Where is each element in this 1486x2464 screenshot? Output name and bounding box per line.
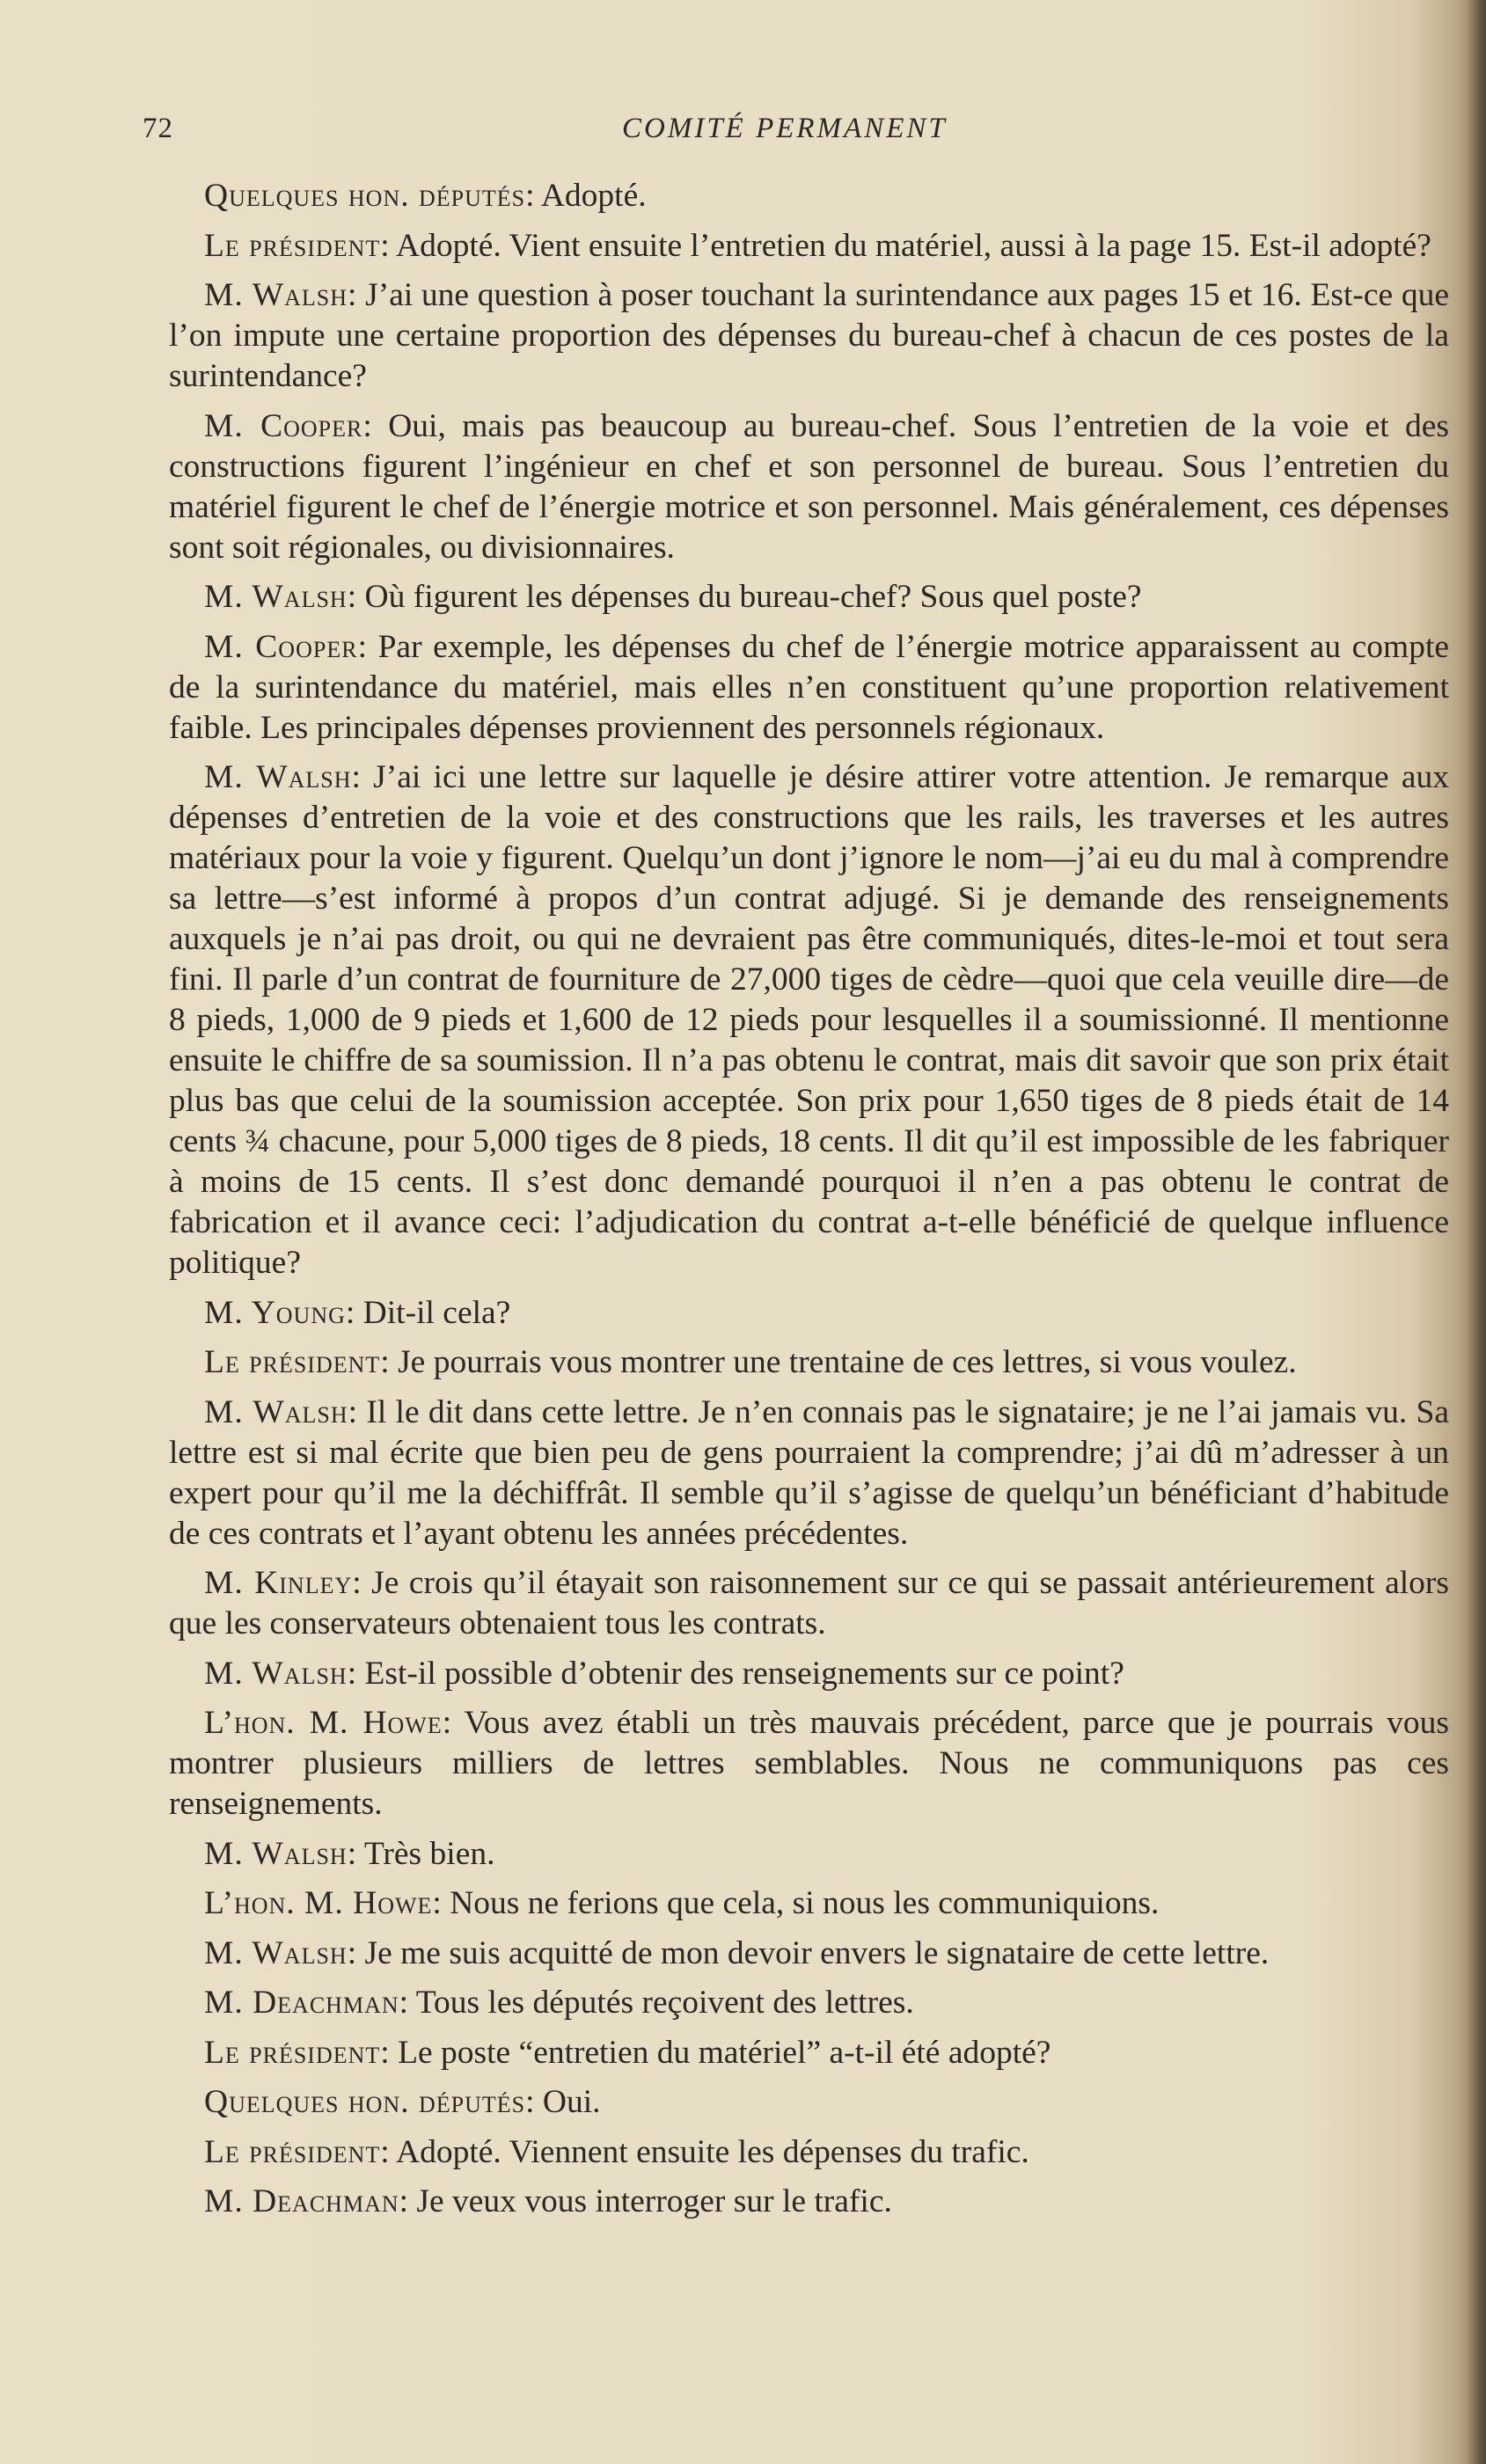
paragraph — [169, 1703, 1449, 1824]
paragraph-text: : Je pourrais vous montrer une trentaine de ces lettres, si vous voulez. — [380, 1344, 1297, 1380]
page-body — [169, 176, 1449, 2232]
paragraph-text: : Est-il possible d’obtenir des renseignements sur ce point? — [347, 1655, 1124, 1692]
speaker-name: Quelques hon. députés — [204, 2084, 526, 2120]
speaker-name: M. Walsh — [204, 1934, 348, 1971]
paragraph — [169, 176, 1449, 216]
speaker-name: M. Walsh — [204, 277, 348, 313]
paragraph — [169, 757, 1449, 1283]
paragraph — [169, 577, 1449, 618]
paragraph-text: : Où figurent les dépenses du bureau-chef? Sous quel poste? — [347, 579, 1142, 615]
paragraph — [169, 1342, 1449, 1383]
paragraph-text: : Oui. — [525, 2084, 601, 2120]
speaker-name: Le président — [204, 1344, 381, 1380]
speaker-name: L’hon. M. Howe — [204, 1705, 443, 1741]
paragraph-text: : J’ai une question à poser touchant la surintendance aux pages 15 et 16. Est-ce que l’on impute une certaine proportion des dépenses du bureau-chef à chacun de ces postes de la surintendance? — [169, 277, 1449, 394]
paragraph — [169, 1563, 1449, 1644]
page-number: 72 — [143, 113, 173, 144]
paragraph-text: : Vous avez établi un très mauvais précédent, parce que je pourrais vous montrer plusieurs milliers de lettres semblables. Nous ne communiquons pas ces renseignements. — [169, 1705, 1450, 1822]
paragraph — [169, 1654, 1449, 1694]
paragraph — [169, 275, 1449, 397]
speaker-name: M. Walsh — [204, 759, 352, 795]
speaker-name: M. Cooper — [204, 628, 358, 665]
speaker-name: M. Walsh — [204, 1393, 348, 1430]
paragraph-text: : Dit-il cela? — [345, 1294, 511, 1331]
paragraph-text: : J’ai ici une lettre sur laquelle je désire attirer votre attention. Je remarque aux dépenses d’entretien de la voie et des constructions que les rails, les traverses et les autres matériaux pour la voie y figurent. Quelqu’un dont j’ignore le nom—j’ai eu du mal à comprendre sa lettre—s’est informé à propos d’un contrat adjugé. Si je demande des renseignements auxquels je n’ai pas droit, ou qui ne devraient pas être communiqués, dites-le-moi et tout sera fini. Il parle d’un contrat de fourniture de 27,000 tiges de cèdre—quoi que cela veuille dire—de 8 pieds, 1,000 de 9 pieds et 1,600 de 12 pieds pour lesquelles il a soumissionné. Il mentionne ensuite le chiffre de sa soumission. Il n’a pas obtenu le contrat, mais dit savoir que son prix était plus bas que celui de la soumission acceptée. Son prix pour 1,650 tiges de 8 pieds était de 14 cents ¾ chacune, pour 5,000 tiges de 8 pieds, 18 cents. Il dit qu’il est impossible de les fabriquer à moins de 15 cents. Il s’est donc demandé pourquoi il n’en a pas obtenu le contrat de fabrication et il avance ceci: l’adjudication du contrat a-t-elle bénéficié de quelque influence politique? — [169, 759, 1449, 1281]
paragraph — [169, 1983, 1449, 2023]
paragraph-text: : Nous ne ferions que cela, si nous les communiquions. — [432, 1885, 1160, 1921]
paragraph — [169, 1393, 1449, 1554]
paragraph-text: : Je me suis acquitté de mon devoir envers le signataire de cette lettre. — [347, 1934, 1270, 1971]
paragraph-text: : Je crois qu’il étayait son raisonnement sur ce qui se passait antérieurement alors que les conservateurs obtenaient tous les contrats. — [169, 1565, 1449, 1641]
speaker-name: M. Walsh — [204, 1655, 348, 1692]
paragraph — [169, 406, 1449, 568]
paragraph — [169, 627, 1449, 749]
page-header — [143, 113, 1445, 155]
speaker-name: M. Deachman — [204, 1985, 399, 2021]
paragraph — [169, 1934, 1449, 1974]
paragraph-text: : Adopté. Viennent ensuite les dépenses du trafic. — [380, 2133, 1029, 2170]
speaker-name: M. Deachman — [204, 2183, 399, 2219]
paragraph — [169, 2182, 1449, 2222]
running-title: COMITÉ PERMANENT — [622, 113, 948, 144]
paragraph — [169, 2082, 1449, 2123]
speaker-name: M. Cooper — [204, 407, 363, 444]
paragraph — [169, 226, 1449, 267]
paragraph-text: : Par exemple, les dépenses du chef de l’énergie motrice apparaissent au compte de la surintendance du matériel, mais elles n’en constituent qu’une proportion relativement faible. Les principales dépenses proviennent des personnels régionaux. — [169, 628, 1450, 746]
speaker-name: Le président — [204, 2034, 381, 2071]
paragraph-text: : Très bien. — [347, 1835, 495, 1872]
speaker-name: Quelques hon. députés — [204, 178, 526, 214]
paragraph-text: : Adopté. — [525, 178, 647, 214]
speaker-name: M. Walsh — [204, 579, 348, 615]
speaker-name: M. Walsh — [204, 1835, 348, 1872]
paragraph — [169, 1883, 1449, 1924]
paragraph — [169, 2033, 1449, 2073]
paragraph-text: : Tous les députés reçoivent des lettres. — [399, 1985, 914, 2021]
paragraph-text: : Le poste “entretien du matériel” a-t-il été adopté? — [380, 2034, 1051, 2071]
speaker-name: L’hon. M. Howe — [204, 1885, 433, 1921]
paragraph-text: : Adopté. Vient ensuite l’entretien du matériel, aussi à la page 15. Est-il adopté? — [380, 227, 1431, 264]
page-edge-shadow — [1467, 0, 1486, 2464]
paragraph-text: : Je veux vous interroger sur le trafic. — [399, 2183, 892, 2219]
speaker-name: M. Kinley — [204, 1565, 353, 1601]
paragraph-text: : Il le dit dans cette lettre. Je n’en connais pas le signataire; je ne l’ai jamais vu. Sa lettre est si mal écrite que bien peu de gens pourraient la comprendre; j’ai dû m’adresser à un expert pour qu’il me la déchiffrât. Il semble qu’il s’agisse de quelqu’un bénéficiant d’habitude de ces contrats et l’ayant obtenu les années précédentes. — [169, 1393, 1449, 1552]
paragraph-text: : Oui, mais pas beaucoup au bureau-chef. Sous l’entretien de la voie et des constructions figurent l’ingénieur en chef et son personnel de bureau. Sous l’entretien du matériel figurent le chef de l’énergie motrice et son personnel. Mais généralement, ces dépenses sont soit régionales, ou divisionnaires. — [169, 407, 1450, 566]
paragraph — [169, 1834, 1449, 1875]
speaker-name: Le président — [204, 227, 381, 264]
paragraph — [169, 2132, 1449, 2173]
paragraph — [169, 1293, 1449, 1334]
speaker-name: Le président — [204, 2133, 381, 2170]
speaker-name: M. Young — [204, 1294, 346, 1331]
